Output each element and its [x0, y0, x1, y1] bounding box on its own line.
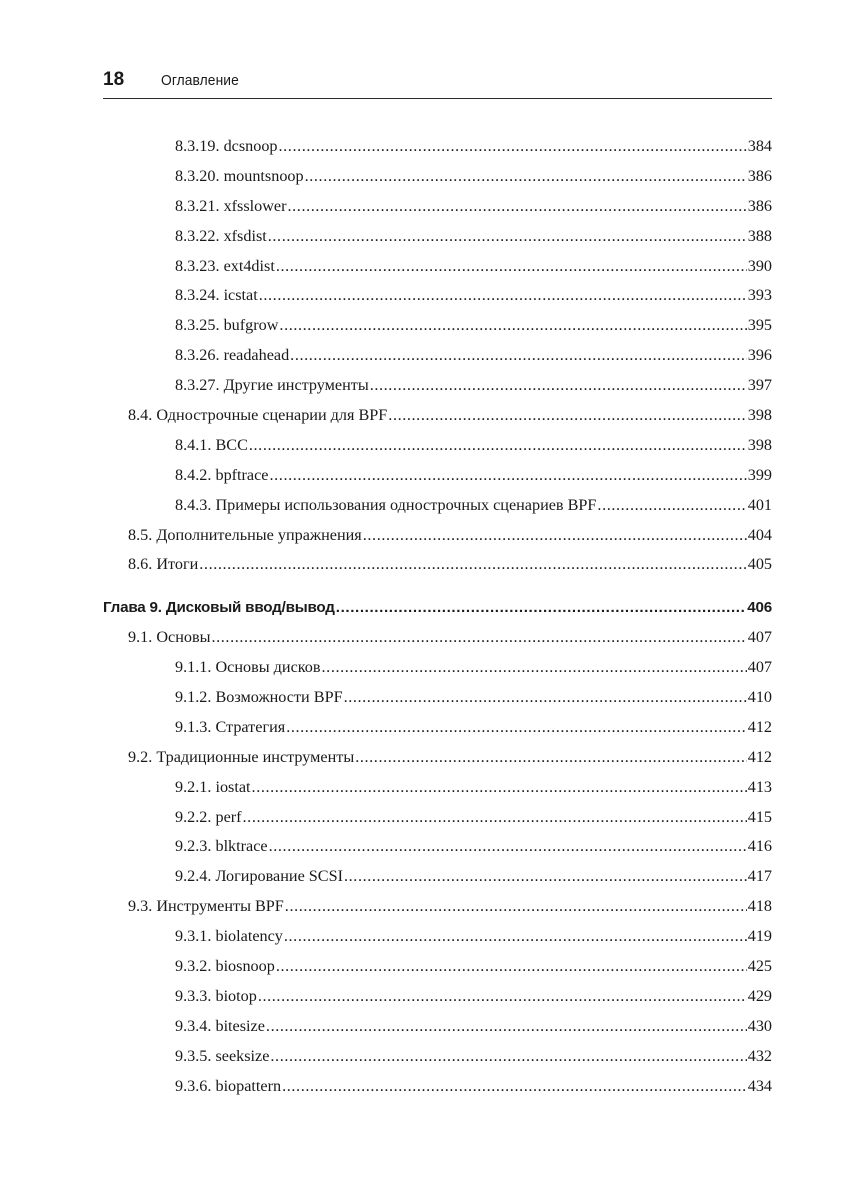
toc-entry-page-number: 415	[747, 807, 772, 826]
toc-entry-title: 9.2.3. blktrace	[175, 837, 268, 856]
toc-entry[interactable]	[103, 1042, 772, 1072]
toc-entry-title: 8.4.1. BCC	[175, 435, 248, 454]
toc-entry[interactable]	[103, 401, 772, 431]
dot-leader	[363, 521, 747, 551]
toc-entry-title: 8.4.2. bpftrace	[175, 465, 269, 484]
toc-entry-page-number: 416	[747, 837, 772, 856]
toc-entry-page-number: 388	[747, 226, 772, 245]
dot-leader	[266, 1012, 747, 1042]
toc-entry[interactable]	[103, 1072, 772, 1102]
dot-leader	[344, 683, 747, 713]
toc-entry-page-number: 407	[747, 658, 772, 677]
toc-entry-title: 8.3.20. mountsnoop	[175, 166, 304, 185]
toc-entry-page-number: 429	[747, 986, 772, 1005]
dot-leader	[288, 192, 747, 222]
toc-entry-page-number: 412	[747, 717, 772, 736]
page-header	[103, 66, 772, 99]
toc-entry[interactable]	[103, 132, 772, 162]
toc-entry-title: 8.3.27. Другие инструменты	[175, 376, 369, 395]
dot-leader	[249, 431, 747, 461]
toc-entry-title: 9.2.1. iostat	[175, 777, 251, 796]
dot-leader	[279, 132, 747, 162]
toc-entry[interactable]	[103, 1012, 772, 1042]
dot-leader	[355, 743, 747, 773]
toc-entry-page-number: 412	[747, 747, 772, 766]
dot-leader	[370, 371, 747, 401]
toc-entry-page-number: 432	[747, 1046, 772, 1065]
toc-entry-title: 9.3.2. biosnoop	[175, 957, 275, 976]
toc-entry-page-number: 407	[747, 628, 772, 647]
toc-entry-title: 8.3.23. ext4dist	[175, 256, 275, 275]
toc-entry-title: 9.3.3. biotop	[175, 986, 257, 1005]
toc-entry-page-number: 395	[747, 316, 772, 335]
toc-entry[interactable]	[103, 952, 772, 982]
toc-entry-title: 8.5. Дополнительные упражнения	[128, 525, 362, 544]
toc-entry[interactable]	[103, 982, 772, 1012]
dot-leader	[279, 311, 746, 341]
dot-leader	[243, 803, 747, 833]
toc-entry[interactable]	[103, 803, 772, 833]
toc-entry-title: 9.3. Инструменты BPF	[128, 897, 284, 916]
toc-entry[interactable]	[103, 683, 772, 713]
toc-entry[interactable]	[103, 773, 772, 803]
toc-entry-page-number: 386	[747, 196, 772, 215]
toc-entry-title: 9.2. Традиционные инструменты	[128, 747, 355, 766]
toc-entry-page-number: 405	[747, 555, 772, 574]
dot-leader	[268, 222, 747, 252]
toc-entry-title: 9.3.4. bitesize	[175, 1016, 265, 1035]
toc-entry-title: 8.6. Итоги	[128, 555, 199, 574]
toc-entry-page-number: 397	[747, 376, 772, 395]
toc-entry-page-number: 393	[747, 286, 772, 305]
toc-entry-page-number: 434	[747, 1076, 772, 1095]
toc-entry-page-number: 418	[747, 897, 772, 916]
toc-entry-title: 8.4. Однострочные сценарии для BPF	[128, 406, 388, 425]
toc-entry[interactable]	[103, 162, 772, 192]
toc-entry[interactable]	[103, 222, 772, 252]
toc-entry-page-number: 401	[747, 495, 772, 514]
toc-entry[interactable]	[103, 743, 772, 773]
toc-entry[interactable]	[103, 550, 772, 580]
toc-entry-page-number: 399	[747, 465, 772, 484]
toc-entry-title: 8.4.3. Примеры использования однострочных сценариев BPF	[175, 495, 597, 514]
toc-entry-title: 8.3.22. xfsdist	[175, 226, 267, 245]
toc-entry[interactable]	[103, 653, 772, 683]
toc-entry-page-number: 398	[747, 406, 772, 425]
toc-entry-title: 9.3.1. biolatency	[175, 927, 283, 946]
dot-leader	[286, 713, 747, 743]
dot-leader	[597, 491, 746, 521]
dot-leader	[252, 773, 747, 803]
toc-entry-page-number: 404	[747, 525, 772, 544]
dot-leader	[388, 401, 746, 431]
page-number: 18	[103, 69, 125, 90]
dot-leader	[211, 623, 746, 653]
toc-entry-title: 8.3.25. bufgrow	[175, 316, 279, 335]
toc-entry-page-number: 384	[747, 137, 772, 155]
toc-entry-page-number: 406	[747, 599, 772, 617]
toc-entry-page-number: 413	[747, 777, 772, 796]
toc-entry-title: 9.3.5. seeksize	[175, 1046, 270, 1065]
toc-entry-title: 9.2.2. perf	[175, 807, 242, 826]
toc-entry[interactable]	[103, 491, 772, 521]
dot-leader	[290, 341, 747, 371]
dot-leader	[322, 653, 747, 683]
toc-entry[interactable]	[103, 281, 772, 311]
toc-entry[interactable]	[103, 371, 772, 401]
toc-entry-page-number: 398	[747, 435, 772, 454]
dot-leader	[276, 952, 747, 982]
toc-entry[interactable]	[103, 922, 772, 952]
toc-entry-page-number: 430	[747, 1016, 772, 1035]
toc-entry-title: 9.1.2. Возможности BPF	[175, 688, 343, 707]
toc-entry[interactable]	[103, 713, 772, 743]
toc-entry[interactable]	[103, 461, 772, 491]
toc-entry[interactable]	[103, 892, 772, 922]
toc-entry-title: 8.3.24. icstat	[175, 286, 258, 305]
toc-entry-page-number: 410	[747, 688, 772, 707]
dot-leader	[285, 892, 747, 922]
toc-entry[interactable]	[103, 521, 772, 551]
toc-entry-page-number: 396	[747, 346, 772, 365]
toc-entry-page-number: 390	[747, 256, 772, 275]
table-of-contents	[103, 132, 772, 1102]
toc-entry-title: 9.1. Основы	[128, 628, 211, 647]
dot-leader	[199, 550, 746, 580]
toc-entry-page-number: 425	[747, 957, 772, 976]
running-title: Оглавление	[161, 72, 239, 89]
toc-chapter-entry[interactable]	[103, 593, 772, 623]
toc-entry[interactable]	[103, 623, 772, 653]
toc-entry-title: 8.3.26. readahead	[175, 346, 290, 365]
toc-entry-title: 9.3.6. biopattern	[175, 1076, 282, 1095]
dot-leader	[336, 593, 747, 623]
toc-entry-title: 8.3.21. xfsslower	[175, 196, 287, 215]
toc-entry-title: Глава 9. Дисковый ввод/вывод	[103, 599, 335, 617]
dot-leader	[282, 1072, 747, 1102]
toc-entry[interactable]	[103, 832, 772, 862]
toc-entry-title: 9.2.4. Логирование SCSI	[175, 867, 343, 886]
dot-leader	[344, 862, 747, 892]
toc-entry[interactable]	[103, 862, 772, 892]
dot-leader	[276, 252, 747, 282]
dot-leader	[284, 922, 747, 952]
toc-entry-title: 8.3.19. dcsnoop	[175, 137, 278, 155]
dot-leader	[270, 461, 747, 491]
dot-leader	[269, 832, 747, 862]
toc-entry-page-number: 386	[747, 166, 772, 185]
toc-entry-title: 9.1.3. Стратегия	[175, 717, 286, 736]
dot-leader	[259, 281, 747, 311]
dot-leader	[258, 982, 747, 1012]
toc-entry-page-number: 419	[747, 927, 772, 946]
toc-entry-title: 9.1.1. Основы дисков	[175, 658, 321, 677]
toc-entry-page-number: 417	[747, 867, 772, 886]
dot-leader	[270, 1042, 746, 1072]
toc-entry[interactable]	[103, 311, 772, 341]
toc-entry[interactable]	[103, 341, 772, 371]
toc-entry[interactable]	[103, 252, 772, 282]
toc-entry[interactable]	[103, 431, 772, 461]
toc-entry[interactable]	[103, 192, 772, 222]
dot-leader	[305, 162, 747, 192]
